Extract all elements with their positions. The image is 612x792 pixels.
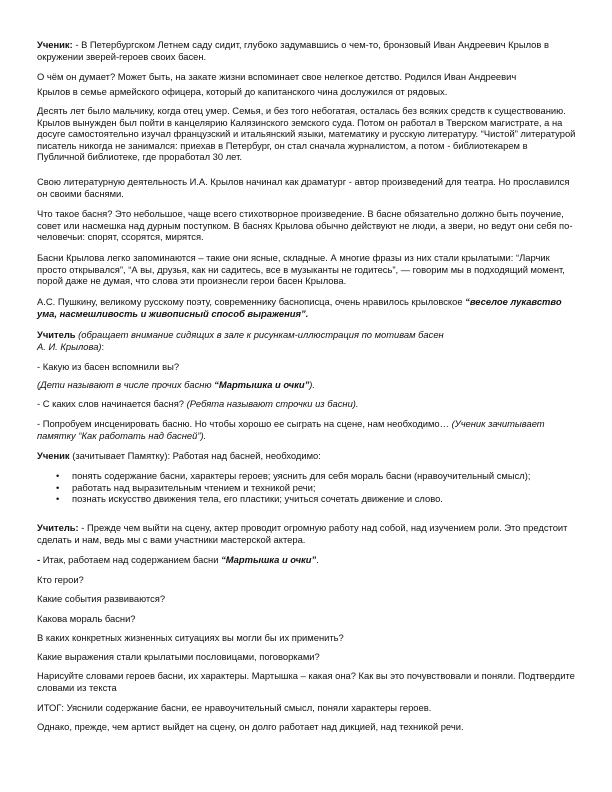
speaker-label: Ученик: <box>37 39 73 50</box>
list-item: • понять содержание басни, характеры героев; уяснить для себя мораль басни (нравоучительный смысл); <box>56 470 576 482</box>
question-heroes: Кто герои? <box>37 574 84 585</box>
question-moral: Какова мораль басни? <box>37 613 136 624</box>
paragraph-work-content: - Итак, работаем над содержанием басни “Мартышка и очки”. <box>37 554 319 565</box>
pushkin-quote: “веселое лукавство ума, насмешливость и живописный способ выражения”. <box>37 296 562 319</box>
paragraph-stage-it: - Попробуем инсценировать басню. Но чтобы хорошо ее сыграть на сцене, нам необходимо… (Ученик зачитывает памятку “Как работать над басней”). <box>37 418 545 441</box>
speaker-label: Ученик <box>37 450 70 461</box>
speaker-label: Учитель: <box>37 522 79 533</box>
memo-list <box>56 470 576 505</box>
paragraph-children-name: (Дети называют в числе прочих басню “Мартышка и очки”). <box>37 379 315 390</box>
paragraph-student-memo: Ученик (зачитывает Памятку): Работая над басней, необходимо: <box>37 450 321 461</box>
paragraph-diction: Однако, прежде, чем артист выйдет на сцену, он долго работает над дикцией, над техникой речи. <box>37 721 464 732</box>
speaker-label: Учитель <box>37 329 76 340</box>
paragraph-student-intro: Ученик: - В Петербургском Летнем саду сидит, глубоко задумавшись о чем-то, бронзовый Иван Андреевич Крылов в окружении зверей-героев своих басен. <box>37 39 549 62</box>
question-expressions: Какие выражения стали крылатыми пословицами, поговорками? <box>37 651 320 662</box>
paragraph-draw-heroes: Нарисуйте словами героев басни, их характеры. Мартышка – какая она? Как вы это почувствовали и поняли. Подтвердите словами из текста <box>37 670 575 693</box>
list-item: • познать искусство движения тела, его пластики; учиться сочетать движение и слово. <box>56 493 576 505</box>
paragraph-7: Басни Крылова легко запоминаются – такие они ясные, складные. А многие фразы из них стали крылатыми: “Ларчик просто открывался”, “А вы, друзья, как ни садитесь, все в музыканты не годитесь”, — говорим мы в подходящий момент, порой даже не думая, что слова эти произнесли герои басен Крылова. <box>37 252 565 287</box>
paragraph-3: Крылов в семье армейского офицера, который до капитанского чина дослужился от рядовых. <box>37 86 448 97</box>
paragraph-8: А.С. Пушкину, великому русскому поэту, современнику баснописца, очень нравилось крыловское “веселое лукавство ума, насмешливость и живописный способ выражения”. <box>37 296 562 319</box>
paragraph-5: Свою литературную деятельность И.А. Крылов начинал как драматург - автор произведений для театра. Но прославился он своими баснями. <box>37 176 570 199</box>
question-situations: В каких конкретных жизненных ситуациях вы могли бы их применить? <box>37 632 344 643</box>
question-which-fable: - Какую из басен вспомнили вы? <box>37 361 180 372</box>
question-first-words: - С каких слов начинается басня? (Ребята называют строчки из басни). <box>37 398 359 409</box>
paragraph-teacher-stage: Учитель: - Прежде чем выйти на сцену, актер проводит огромную работу над собой, над изучением роли. Это предстоит сделать и нам, ведь мы с вами участники мастерской актера. <box>37 522 568 545</box>
paragraph-summary: ИТОГ: Уяснили содержание басни, ее нравоучительный смысл, поняли характеры героев. <box>37 702 432 713</box>
paragraph-2: О чём он думает? Может быть, на закате жизни вспоминает свое нелегкое детство. Родился Иван Андреевич <box>37 71 517 82</box>
paragraph-6: Что такое басня? Это небольшое, чаще всего стихотворное произведение. В басне обязательно должно быть поучение, совет или насмешка над дурным поступком. В баснях Крылова обычно действуют не люди, а звери, но ведут они себя по-человечьи: спорят, ссорятся, мирятся. <box>37 208 573 243</box>
fable-title: “Мартышка и очки” <box>221 554 317 565</box>
paragraph-4: Десять лет было мальчику, когда отец умер. Семья, и без того небогатая, осталась без всяких средств к существованию. Крылов вынужден был пойти в канцелярию Калязинского земского суда. Потом он работал в Тверском магистрате, а на досуге самостоятельно изучал французский и итальянский языки, математику и русскую литературу. “Чистой” литературой писатель никогда не занимался: приехав в Петербург, он стал сначала журналистом, а потом - библиотекарем в Публичной библиотеке, где проработал 30 лет. <box>37 105 576 163</box>
list-item: • работать над выразительным чтением и техникой речи; <box>56 482 576 494</box>
question-events: Какие события развиваются? <box>37 593 166 604</box>
paragraph-teacher-note: Учитель (обращает внимание сидящих в зале к рисункам-иллюстрация по мотивам басен А. И. Крылова): <box>37 329 444 352</box>
fable-title: “Мартышка и очки” <box>214 379 310 390</box>
